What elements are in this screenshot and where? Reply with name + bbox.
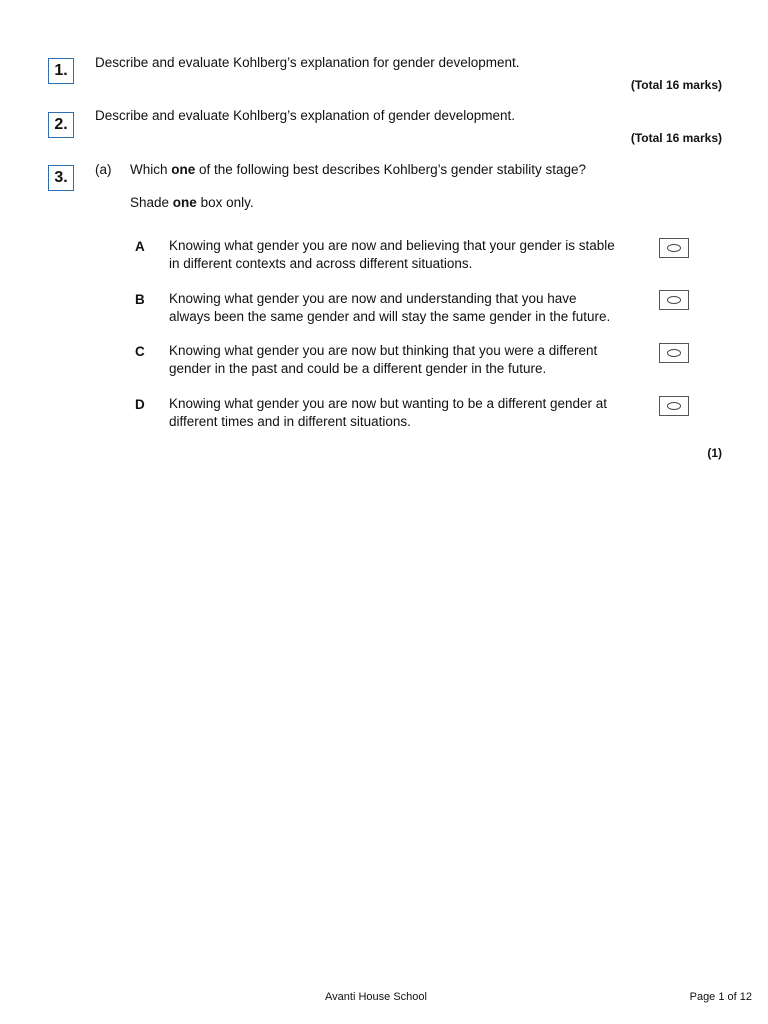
answer-oval-icon [667, 296, 681, 304]
stem-emphasis: one [171, 162, 196, 177]
answer-oval-icon [667, 349, 681, 357]
question-marks-1: (Total 16 marks) [630, 78, 722, 92]
instruction-text [130, 195, 254, 210]
question-number: 3. [54, 169, 68, 186]
question-number-box-1 [48, 58, 74, 84]
option-c-text [169, 342, 639, 378]
option-a-text [169, 237, 639, 273]
option-d-answer-box[interactable] [659, 396, 689, 416]
question-number: 1. [54, 62, 68, 79]
question-number: 2. [54, 116, 68, 133]
footer-school-name: Avanti House School [325, 991, 427, 1003]
instr-emphasis: one [172, 195, 197, 210]
question-3a-marks: (1) [707, 446, 722, 460]
question-number-box-2 [48, 112, 74, 138]
option-d-text [169, 395, 639, 431]
instr-pre: Shade [130, 195, 173, 210]
question-stem [130, 162, 586, 177]
stem-pre: Which [130, 162, 172, 177]
question-number-box-3 [48, 165, 74, 191]
option-b-letter: B [135, 292, 145, 307]
option-line: gender in the past and could be a different gender in the future. [169, 361, 547, 376]
instr-post: box only. [196, 195, 254, 210]
answer-oval-icon [667, 402, 681, 410]
question-text-2: Describe and evaluate Kohlberg’s explanation of gender development. [95, 108, 516, 123]
question-marks-2: (Total 16 marks) [630, 131, 722, 145]
option-c-letter: C [135, 344, 145, 359]
option-c-answer-box[interactable] [659, 343, 689, 363]
option-a-letter: A [135, 239, 145, 254]
option-b-text [169, 290, 639, 326]
option-d-letter: D [135, 397, 145, 412]
option-line: Knowing what gender you are now and understanding that you have [169, 291, 577, 306]
option-line: Knowing what gender you are now and believing that your gender is stable [169, 238, 615, 253]
option-line: different times and in different situations. [169, 414, 411, 429]
option-line: always been the same gender and will stay the same gender in the future. [169, 309, 611, 324]
option-a-answer-box[interactable] [659, 238, 689, 258]
question-text-1: Describe and evaluate Kohlberg’s explanation for gender development. [95, 55, 520, 70]
answer-oval-icon [667, 244, 681, 252]
question-part-label: (a) [95, 162, 112, 177]
option-line: Knowing what gender you are now but wanting to be a different gender at [169, 396, 608, 411]
footer-page-number: Page 1 of 12 [689, 991, 752, 1003]
option-b-answer-box[interactable] [659, 290, 689, 310]
stem-post: of the following best describes Kohlberg’s gender stability stage? [195, 162, 587, 177]
option-line: Knowing what gender you are now but thinking that you were a different [169, 343, 598, 358]
option-line: in different contexts and across different situations. [169, 256, 473, 271]
